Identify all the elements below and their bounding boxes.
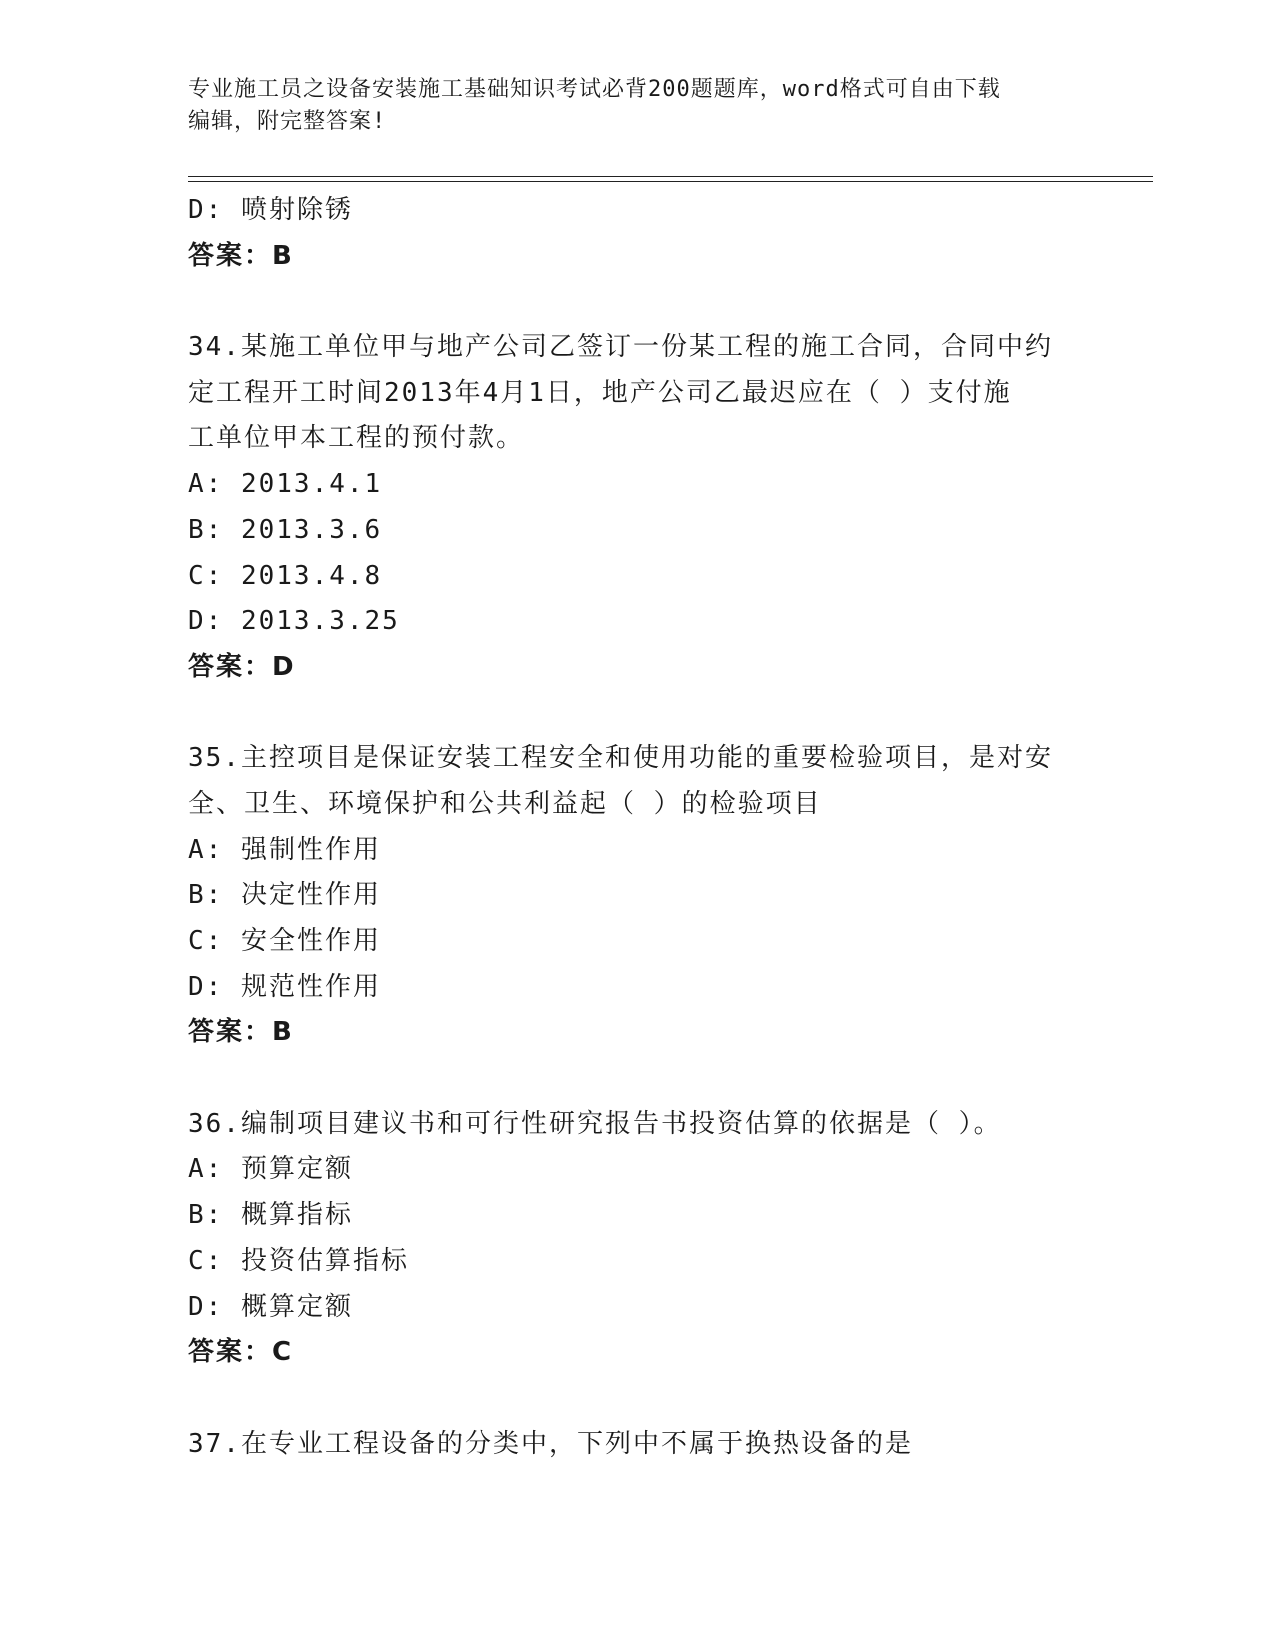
option-a: A: 2013.4.1 [188,469,383,500]
spacer [188,1056,1088,1102]
answer: 答案：C [188,1337,294,1368]
spacer [188,691,1088,737]
spacer [188,279,1088,325]
option-d: D: 2013.3.25 [188,606,400,637]
question-36 [188,1102,1088,1376]
question-text-line: 37.在专业工程设备的分类中，下列中不属于换热设备的是 [188,1428,913,1459]
document-header [188,74,1068,138]
question-text-line: 定工程开工时间2013年4月1日，地产公司乙最迟应在（ ）支付施 [188,377,1012,408]
answer: 答案：B [188,1017,294,1048]
option-c: C: 2013.4.8 [188,560,383,591]
option-c: C: 安全性作用 [188,926,381,956]
option-d: D: 规范性作用 [188,971,381,1002]
header-divider-top [188,176,1153,177]
option-b: B: 2013.3.6 [188,514,383,545]
option-a: A: 预算定额 [188,1154,353,1185]
question-text-line: 全、卫生、环境保护和公共利益起（ ）的检验项目 [188,788,822,819]
option-b: B: 概算指标 [188,1200,353,1231]
option-a: A: 强制性作用 [188,834,381,865]
question-text-line: 35.主控项目是保证安装工程安全和使用功能的重要检验项目，是对安 [188,743,1053,774]
answer: 答案：D [188,651,296,682]
answer: 答案：B [188,240,294,271]
header-title-line-1: 专业施工员之设备安装施工基础知识考试必背200题题库，word格式可自由下载 [188,77,1001,102]
spacer [188,1376,1088,1422]
option-b: B: 决定性作用 [188,880,381,911]
option-d: D: 概算定额 [188,1291,353,1322]
header-divider-bottom [188,181,1153,182]
option-d: D: 喷射除锈 [188,195,353,225]
question-text-line: 工单位甲本工程的预付款。 [188,423,525,454]
question-37 [188,1422,1088,1468]
question-34 [188,325,1088,691]
document-body [188,188,1088,1467]
question-text-line: 34.某施工单位甲与地产公司乙签订一份某工程的施工合同，合同中约 [188,332,1053,363]
header-title-line-2: 编辑，附完整答案! [188,109,387,134]
question-text-line: 36.编制项目建议书和可行性研究报告书投资估算的依据是（ ）。 [188,1108,1002,1139]
question-35 [188,736,1088,1056]
option-c: C: 投资估算指标 [188,1245,409,1276]
